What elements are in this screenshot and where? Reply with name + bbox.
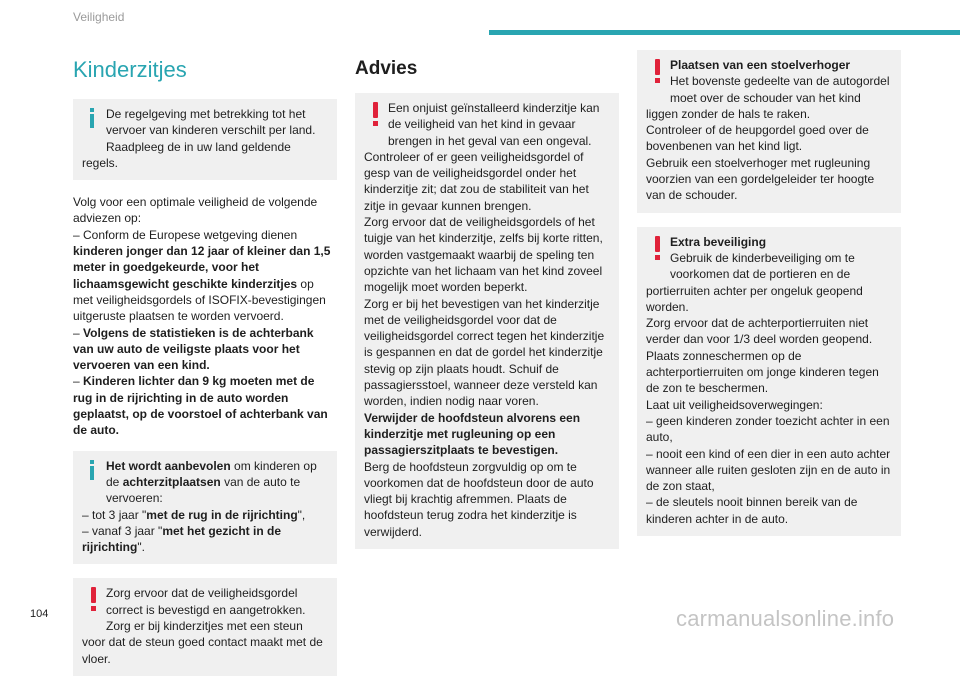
warning-text: Plaats zonneschermen op de achterportierruiten om jonge kinderen tegen de zon te beschermen.: [646, 348, 879, 396]
column-middle: [355, 50, 619, 563]
warning-text: Zorg ervoor dat de veiligheidsgordel correct is bevestigd en aangetrokken.: [106, 586, 306, 617]
advice-text: [73, 194, 337, 438]
warning-text: Zorg er bij het bevestigen van het kinderzitje met de veiligheidsgordel voor dat de veiligheidsgordel correct tegen het kinderzitje is gespannen en dat de gordel het kinderzitje stevig op zijn plaats houdt. Schuif de passagiersstoel, wanneer deze versteld kan worden, indien nodig naar voren.: [364, 296, 605, 409]
warning-text: Zorg ervoor dat de veiligheidsgordels of het tuigje van het kinderzitje, zelfs bij korte ritten, worden vastgemaakt waarbij de speling ten opzichte van het lichaam van het kind zoveel mogelijk moet worden beperkt.: [364, 215, 603, 295]
warning-text: Een onjuist geïnstalleerd kinderzitje kan de veiligheid van het kind in gevaar brengen in het geval van een ongeval.: [388, 101, 600, 148]
warning-text: Laat uit veiligheidsoverwegingen:: [646, 397, 823, 412]
warning-text: Het bovenste gedeelte van de autogordel moet over de schouder van het kind liggen zonder de hals te raken.: [646, 74, 890, 121]
advice-item: – Conform de Europese wetgeving dienen kinderen jonger dan 12 jaar of kleiner dan 1,5 meter in goedgekeurde, voor het lichaamsgewicht geschikte kinderzitjes op met veiligheidsgordels of ISOFIX-bevestigingen uitgeruste plaatsen te worden vervoerd.: [73, 227, 331, 324]
intro-paragraph: Volg voor een optimale veiligheid de volgende adviezen op:: [73, 195, 318, 226]
warning-icon: [364, 100, 388, 134]
header-accent-bar: [489, 30, 960, 35]
info-box-recommendation: [73, 451, 337, 565]
warning-icon: [646, 57, 670, 91]
warning-box-seatbelt: [73, 578, 337, 675]
advice-item: – Kinderen lichter dan 9 kg moeten met de rug in de rijrichting in de auto worden geplaatst, op de voorstoel of achterbank van de auto.: [73, 374, 328, 438]
info-text: De regelgeving met betrekking tot het vervoer van kinderen verschilt per land.: [106, 107, 316, 138]
info-text: Raadpleeg de in uw land geldende regels.: [82, 139, 291, 170]
warning-text: Zorg ervoor dat de achterportierruiten niet verder dan voor 1/3 deel worden geopend.: [646, 316, 873, 347]
warning-list-item: – de sleutels nooit binnen bereik van de kinderen achter in de auto.: [646, 495, 858, 526]
warning-title: Plaatsen van een stoelverhoger: [670, 58, 851, 72]
warning-text: Controleer of de heupgordel goed over de bovenbenen van het kind ligt.: [646, 123, 869, 154]
warning-icon: [646, 234, 670, 268]
warning-title: Extra beveiliging: [670, 234, 767, 249]
section-header: Veiligheid: [73, 10, 125, 24]
warning-list-item: – nooit een kind of een dier in een auto achter wanneer alle ruiten gesloten zijn en de auto in de zon staat,: [646, 446, 891, 494]
watermark: carmanualsonline.info: [676, 606, 895, 631]
info-item: – vanaf 3 jaar "met het gezicht in de rijrichting".: [82, 523, 281, 555]
column-left: [73, 50, 337, 690]
warning-box-booster: [637, 50, 901, 213]
info-icon: [82, 458, 106, 492]
warning-icon: [82, 585, 106, 619]
warning-text: Zorg er bij kinderzitjes met een steun voor dat de steun goed contact maakt met de vloer.: [82, 619, 323, 666]
info-box-regulations: [73, 99, 337, 180]
warning-list-item: – geen kinderen zonder toezicht achter in een auto,: [646, 413, 890, 445]
advice-item: – Volgens de statistieken is de achterbank van uw auto de veiligste plaats voor het vervoeren van een kind.: [73, 325, 314, 373]
section-title: Advies: [355, 58, 418, 79]
warning-text-bold: Verwijder de hoofdsteun alvorens een kinderzitje met rugleuning op een passagierszitplaats te bevestigen.: [364, 410, 581, 458]
info-icon: [82, 106, 106, 140]
warning-text: Gebruik de kinderbeveiliging om te voorkomen dat de portieren en de portierruiten achter per ongeluk geopend worden.: [646, 250, 863, 314]
page-title: Kinderzitjes: [73, 57, 187, 82]
page-number: 104: [30, 608, 49, 620]
info-item: – tot 3 jaar "met de rug in de rijrichting",: [82, 507, 306, 522]
info-text: Het wordt aanbevolen om kinderen op de achterzitplaatsen van de auto te vervoeren:: [106, 458, 317, 506]
warning-box-extra-safety: [637, 227, 901, 536]
warning-text: Controleer of er geen veiligheidsgordel of gesp van de veiligheidsgordel onder het kinderzitje zit; dat zou de stabiliteit van het zitje in gevaar kunnen brengen.: [364, 149, 589, 213]
column-right: [637, 50, 901, 550]
warning-box-advice: [355, 93, 619, 549]
warning-text: Berg de hoofdsteun zorgvuldig op om te voorkomen dat de hoofdsteun door de auto vliegt bij krachtig afremmen. Plaats de hoofdsteun terug zodra het kinderzitje is verwijderd.: [364, 459, 594, 539]
warning-text: Gebruik een stoelverhoger met rugleuning voorzien van een gordelgeleider ter hoogte van de schouder.: [646, 155, 875, 203]
